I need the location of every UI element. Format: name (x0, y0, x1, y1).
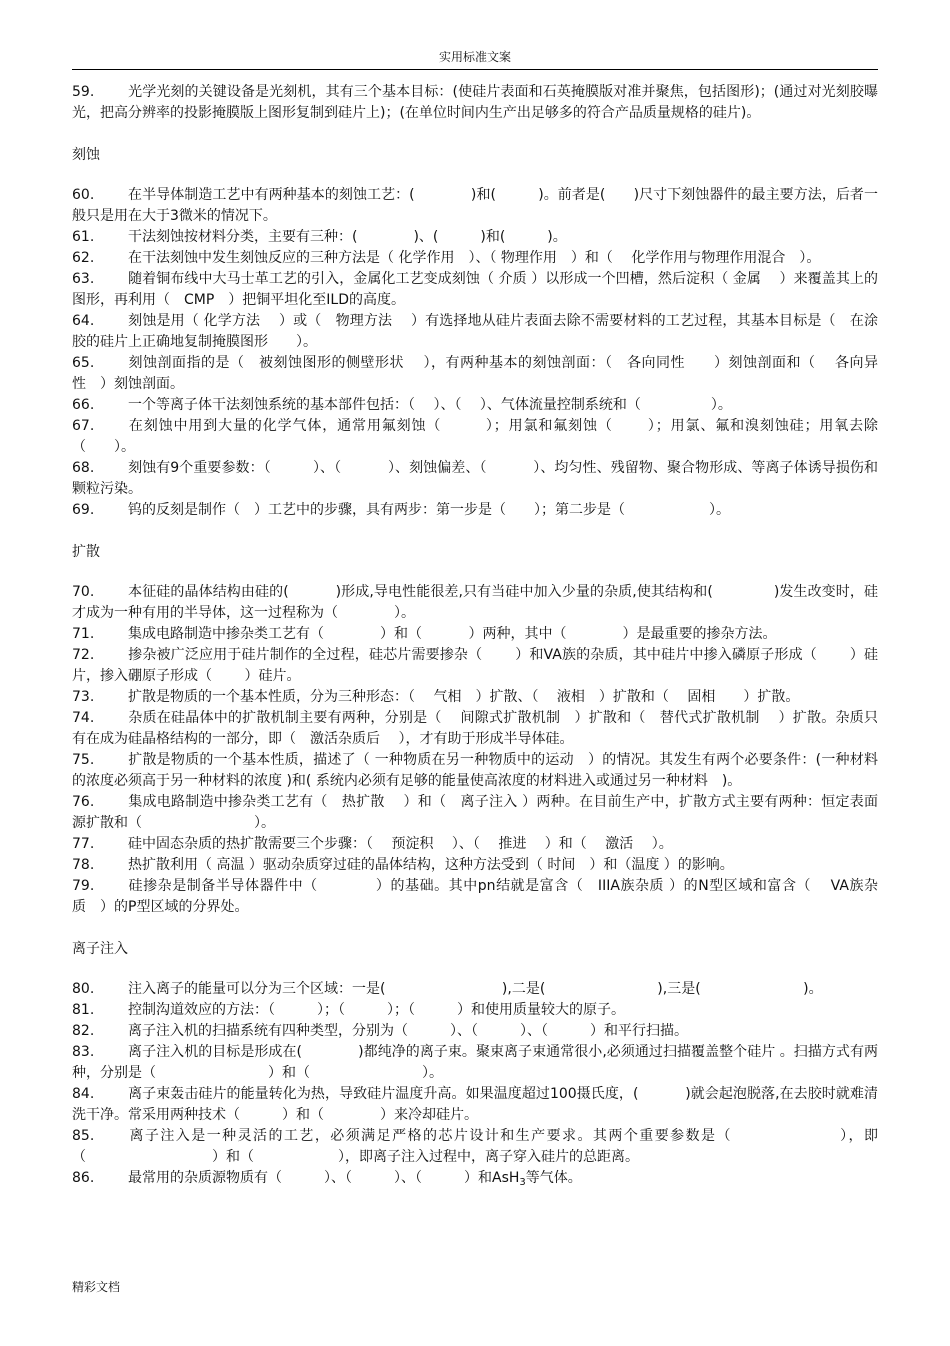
question-number: 75. (72, 752, 95, 768)
question-item (72, 1000, 878, 1021)
page-header (72, 48, 878, 70)
page-footer (72, 1278, 120, 1295)
question-text: 刻蚀是用（ 化学方法 ）或（ 物理方法 ）有选择地从硅片表面去除不需要材料的工艺过程，其基本目标是（ 在涂胶的硅片上正确地复制掩膜图形 ）。 (72, 313, 878, 350)
question-text: 本征硅的晶体结构由硅的( )形成,导电性能很差,只有当硅中加入少量的杂质,使其结构和( )发生改变时，硅才成为一种有用的半导体，这一过程称为（ ）。 (72, 584, 878, 621)
question-text: 离子注入是一种灵活的工艺，必须满足严格的芯片设计和生产要求。其两个重要参数是（ ），即（ ）和（ ），即离子注入过程中，离子穿入硅片的总距离。 (72, 1128, 878, 1165)
question-item (72, 416, 878, 458)
question-number: 70. (72, 584, 95, 600)
question-text: 掺杂被广泛应用于硅片制作的全过程，硅芯片需要掺杂（ ）和VA族的杂质，其中硅片中掺入磷原子形成（ ）硅片，掺入硼原子形成（ ）硅片。 (72, 647, 878, 684)
question-item (72, 792, 878, 834)
question-item (72, 855, 878, 876)
question-item (72, 1042, 878, 1084)
question-text: 离子束轰击硅片的能量转化为热，导致硅片温度升高。如果温度超过100摄氏度，( )就会起泡脱落,在去胶时就难清洗干净。常采用两种技术（ ）和（ ）来冷却硅片。 (72, 1086, 878, 1123)
question-item (72, 353, 878, 395)
question-number: 61. (72, 229, 95, 245)
question-text: 光学光刻的关键设备是光刻机，其有三个基本目标：(使硅片表面和石英掩膜版对准并聚焦，包括图形)；(通过对光刻胶曝光，把高分辨率的投影掩膜版上图形复制到硅片上)；(在单位时间内生产出足够多的符合产品质量规格的硅片)。 (72, 84, 878, 121)
footer-text: 精彩文档 (72, 1280, 121, 1294)
question-text-tail: 等气体。 (525, 1170, 582, 1186)
question-item (72, 269, 878, 311)
question-item (72, 645, 878, 687)
question-text: 集成电路制造中掺杂类工艺有（ 热扩散 ）和（ 离子注入 ）两种。在目前生产中，扩散方式主要有两种：恒定表面源扩散和（ ）。 (72, 794, 878, 831)
document-body (72, 80, 878, 1189)
question-text: 杂质在硅晶体中的扩散机制主要有两种，分别是（ 间隙式扩散机制 ）扩散和（ 替代式扩散机制 ）扩散。杂质只有在成为硅晶格结构的一部分，即（ 激活杂质后 ），才有助于形成半导体硅。 (72, 710, 878, 747)
question-number: 59. (72, 84, 95, 100)
question-item (72, 624, 878, 645)
question-number: 82. (72, 1023, 95, 1039)
question-number: 60. (72, 187, 95, 203)
question-text: 在半导体制造工艺中有两种基本的刻蚀工艺：( )和( )。前者是( )尺寸下刻蚀器件的最主要方法，后者一般只是用在大于3微米的情况下。 (72, 187, 878, 224)
question-number: 77. (72, 836, 95, 852)
question-item (72, 227, 878, 248)
question-text: 离子注入机的目标是形成在( )都纯净的离子束。聚束离子束通常很小,必须通过扫描覆盖整个硅片 。扫描方式有两种，分别是（ ）和（ ）。 (72, 1044, 878, 1081)
question-number: 83. (72, 1044, 95, 1060)
question-number: 68. (72, 460, 95, 476)
question-item (72, 1126, 878, 1168)
question-item (72, 687, 878, 708)
question-text: 干法刻蚀按材料分类，主要有三种：( )、( )和( )。 (128, 229, 567, 245)
question-number: 63. (72, 271, 95, 287)
question-text: 钨的反刻是制作（ ）工艺中的步骤，具有两步：第一步是（ ）；第二步是（ ）。 (128, 502, 730, 518)
question-text: 最常用的杂质源物质有（ ）、（ ）、（ ）和AsH (128, 1170, 520, 1186)
header-title: 实用标准文案 (438, 50, 511, 64)
question-text: 随着铜布线中大马士革工艺的引入，金属化工艺变成刻蚀（ 介质 ）以形成一个凹槽，然后淀积（ 金属 ）来覆盖其上的图形，再利用（ CMP ）把铜平坦化至ILD的高度。 (72, 271, 878, 308)
question-number: 65. (72, 355, 95, 371)
question-item (72, 834, 878, 855)
question-number: 66. (72, 397, 95, 413)
question-number: 86. (72, 1170, 95, 1186)
section-heading: 扩散 (72, 544, 100, 560)
question-number: 67. (72, 418, 95, 434)
question-text: 热扩散利用（ 高温 ）驱动杂质穿过硅的晶体结构，这种方法受到（ 时间 ）和（温度 ）的影响。 (128, 857, 734, 873)
question-item (72, 185, 878, 227)
question-item (72, 500, 878, 521)
question-number: 71. (72, 626, 95, 642)
question-text: 离子注入机的扫描系统有四种类型，分别为（ ）、（ ）、（ ）和平行扫描。 (128, 1023, 688, 1039)
question-item (72, 1084, 878, 1126)
question-item (72, 311, 878, 353)
section-heading: 离子注入 (72, 941, 128, 957)
question-item (72, 750, 878, 792)
question-text: 一个等离子体干法刻蚀系统的基本部件包括：（ ）、（ ）、气体流量控制系统和（ ）。 (128, 397, 732, 413)
question-item (72, 708, 878, 750)
subscript: 3 (519, 1177, 526, 1188)
question-item (72, 876, 878, 918)
question-number: 79. (72, 878, 95, 894)
question-item (72, 248, 878, 269)
question-text: 刻蚀有9个重要参数：（ ）、（ ）、刻蚀偏差、（ ）、均匀性、残留物、聚合物形成、等离子体诱导损伤和颗粒污染。 (72, 460, 878, 497)
question-number: 76. (72, 794, 95, 810)
question-number: 81. (72, 1002, 95, 1018)
question-text: 集成电路制造中掺杂类工艺有（ ）和（ ）两种，其中（ ）是最重要的掺杂方法。 (128, 626, 777, 642)
question-number: 80. (72, 981, 95, 997)
question-text: 在刻蚀中用到大量的化学气体，通常用氟刻蚀（ ）；用氯和氟刻蚀（ ）；用氯、氟和溴刻蚀硅；用氧去除（ ）。 (72, 418, 878, 455)
question-number: 74. (72, 710, 95, 726)
question-item (72, 395, 878, 416)
question-number: 69. (72, 502, 95, 518)
question-text: 扩散是物质的一个基本性质，描述了（ 一种物质在另一种物质中的运动 ）的情况。其发生有两个必要条件：(一种材料的浓度必须高于另一种材料的浓度 )和( 系统内必须有足够的能量使高浓度的材料进入或通过另一种材料 )。 (72, 752, 878, 789)
question-text: 注入离子的能量可以分为三个区域：一是( ),二是( ),三是( )。 (128, 981, 823, 997)
question-number: 72. (72, 647, 95, 663)
question-text: 在干法刻蚀中发生刻蚀反应的三种方法是（ 化学作用 ）、（ 物理作用 ）和（ 化学作用与物理作用混合 ）。 (128, 250, 821, 266)
question-item (72, 979, 878, 1000)
question-item (72, 82, 878, 124)
question-text: 控制沟道效应的方法：（ ）；（ ）；（ ）和使用质量较大的原子。 (128, 1002, 625, 1018)
section-heading: 刻蚀 (72, 147, 100, 163)
question-number: 78. (72, 857, 95, 873)
question-text: 硅掺杂是制备半导体器件中（ ）的基础。其中pn结就是富含（ IIIA族杂质 ）的N型区域和富含（ VA族杂质 ）的P型区域的分界处。 (72, 878, 878, 915)
question-number: 64. (72, 313, 95, 329)
question-number: 73. (72, 689, 95, 705)
question-number: 84. (72, 1086, 95, 1102)
question-text: 扩散是物质的一个基本性质，分为三种形态：（ 气相 ）扩散、（ 液相 ）扩散和（ 固相 ）扩散。 (128, 689, 800, 705)
question-text: 刻蚀剖面指的是（ 被刻蚀图形的侧壁形状 ），有两种基本的刻蚀剖面：（ 各向同性 ）刻蚀剖面和（ 各向异性 ）刻蚀剖面。 (72, 355, 878, 392)
question-number: 62. (72, 250, 95, 266)
question-item (72, 1021, 878, 1042)
question-item (72, 458, 878, 500)
question-number: 85. (72, 1128, 95, 1144)
question-item (72, 1168, 878, 1189)
question-item (72, 582, 878, 624)
question-text: 硅中固态杂质的热扩散需要三个步骤：（ 预淀积 ）、（ 推进 ）和（ 激活 ）。 (128, 836, 673, 852)
